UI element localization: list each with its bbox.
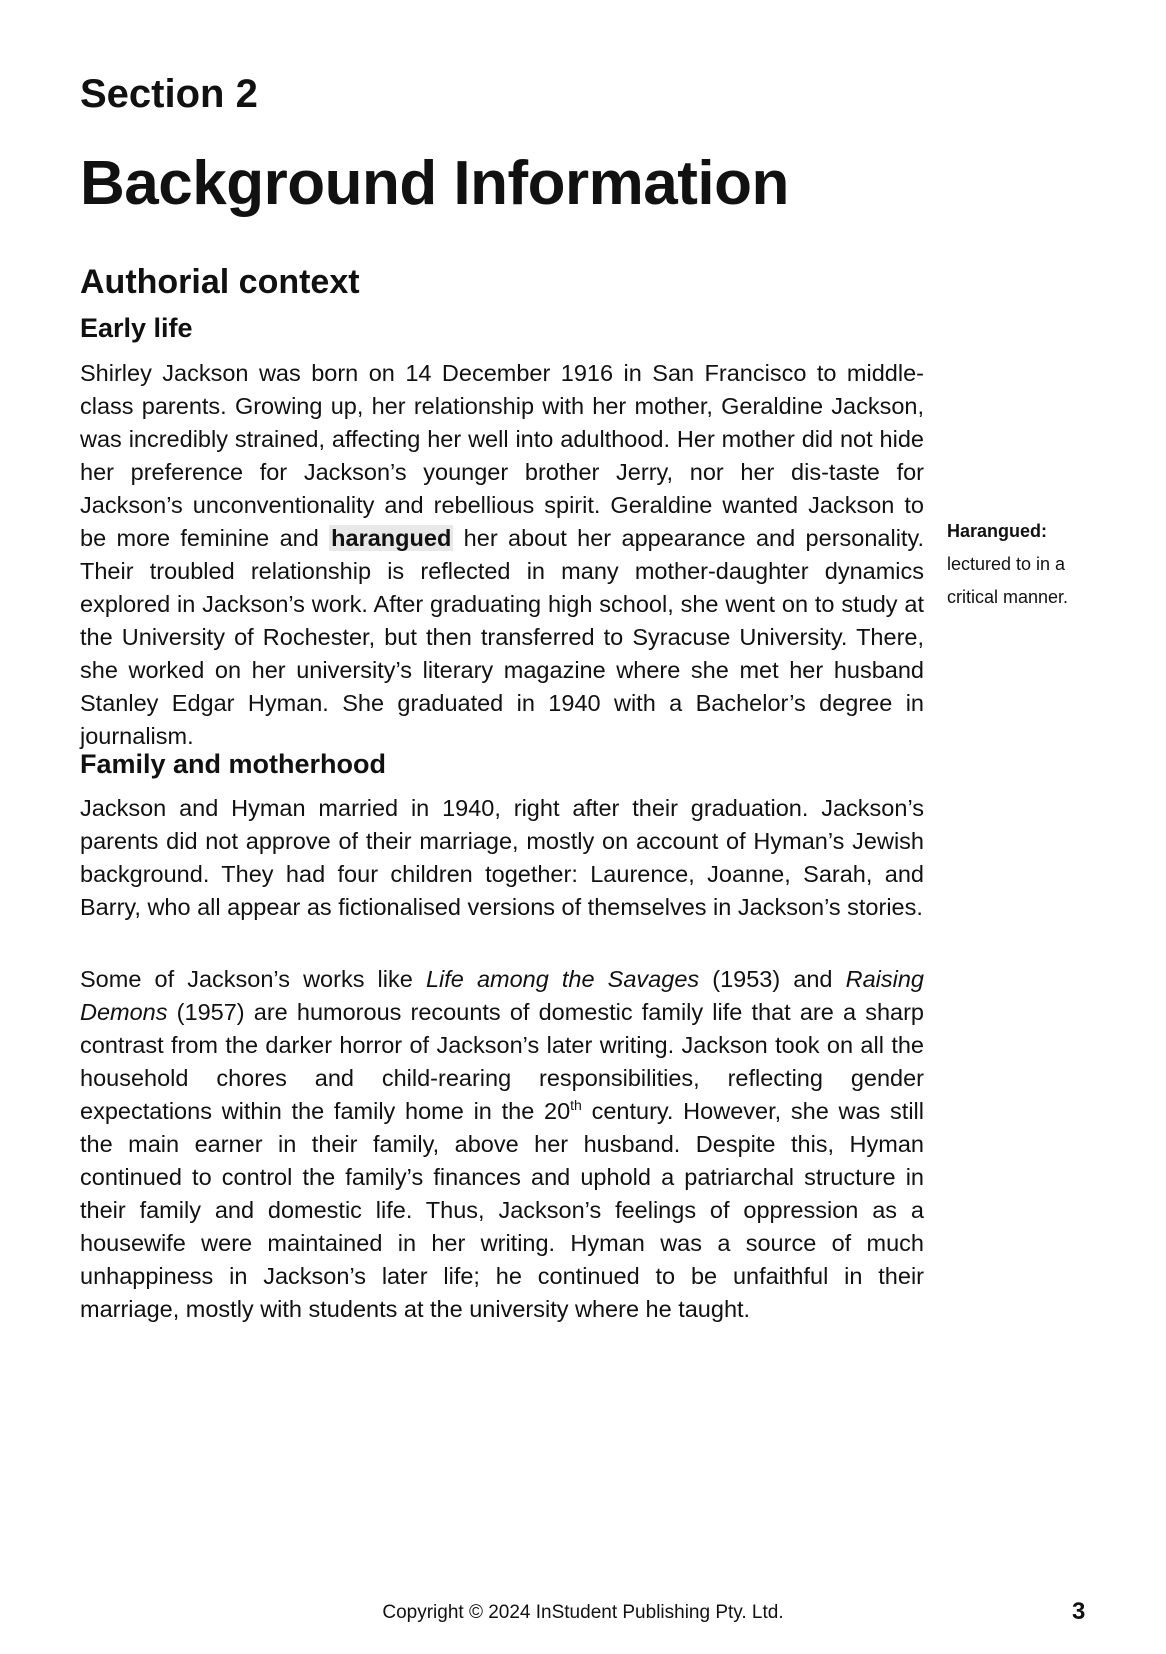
highlighted-term: harangued xyxy=(331,525,452,551)
glossary-term: Harangued: xyxy=(947,521,1048,541)
section-label: Section 2 xyxy=(80,72,258,116)
page-title: Background Information xyxy=(80,149,789,218)
authorial-context-heading: Authorial context xyxy=(80,263,360,301)
family-paragraph-2: Some of Jackson’s works like Life among the Savages (1953) and Raising Demons (1957) are humorous recounts of domestic family life that are a sharp contrast from the darker horror of Jackson’s later writing. Jackson took on all the household chores and child-rearing responsibilities, reflecting gender expectations within the family home in the 20th century. However, she was still the main earner in their family, above her husband. Despite this, Hyman continued to control the family’s finances and uphold a patriarchal structure in their family and domestic life. Thus, Jackson’s feelings of oppression as a housewife were maintained in her writing. Hyman was a source of much unhappiness in Jackson’s later life; he continued to be unfaithful in their marriage, mostly with students at the university where he taught. xyxy=(80,966,924,1322)
family-heading: Family and motherhood xyxy=(80,749,387,779)
glossary-definition: lectured to in a critical manner. xyxy=(947,554,1069,607)
glossary-note xyxy=(947,515,1097,614)
work-title: Life among the Savages xyxy=(425,966,700,992)
work-title: Raising Demons xyxy=(80,966,924,1025)
early-life-paragraph: Shirley Jackson was born on 14 December 1916 in San Francisco to middle-class parents. Growing up, her relationship with her mother, Geraldine Jackson, was incredibly strained, affecting her well into adulthood. Her mother did not hide her preference for Jackson’s younger brother Jerry, nor her dis-taste for Jackson’s unconventionality and rebellious spirit. Geraldine wanted Jackson to be more feminine and harangued her about her appearance and personality. Their troubled relationship is reflected in many mother-daughter dynamics explored in Jackson’s work. After graduating high school, she went on to study at the University of Rochester, but then transferred to Syracuse University. There, she worked on her university’s literary magazine where she met her husband Stanley Edgar Hyman. She graduated in 1940 with a Bachelor’s degree in journalism. xyxy=(80,360,924,749)
page-number: 3 xyxy=(1072,1598,1086,1625)
early-life-heading: Early life xyxy=(80,313,193,343)
copyright-footer: Copyright © 2024 InStudent Publishing Pty. Ltd. xyxy=(382,1602,784,1623)
family-paragraph-1: Jackson and Hyman married in 1940, right after their graduation. Jackson’s parents did not approve of their marriage, mostly on account of Hyman’s Jewish background. They had four children together: Laurence, Joanne, Sarah, and Barry, who all appear as fictionalised versions of themselves in Jackson’s stories. xyxy=(80,795,924,920)
